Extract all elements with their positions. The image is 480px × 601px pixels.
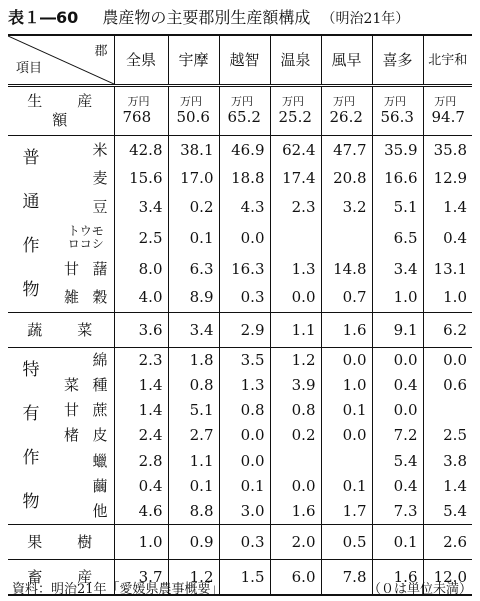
table-cell: 0.0 <box>321 348 372 374</box>
table-cell: 0.4 <box>423 221 472 255</box>
table-row <box>8 423 472 448</box>
table-cell: 3.8 <box>423 449 472 474</box>
table-cell: 1.8 <box>168 348 219 374</box>
table-cell: 1.2 <box>168 560 219 596</box>
table-cell: 15.6 <box>114 165 168 193</box>
column-header: 北宇和 <box>423 35 472 86</box>
column-header: 全県 <box>114 35 168 86</box>
table-cell: 7.8 <box>321 560 372 596</box>
table-cell: 0.1 <box>168 474 219 499</box>
table-row <box>8 348 472 374</box>
table-cell: 0.1 <box>219 474 270 499</box>
table-row <box>8 136 472 165</box>
table-cell: 0.0 <box>372 348 423 374</box>
table-cell: 万円 50.6 <box>168 86 219 136</box>
table-cell: 2.5 <box>114 221 168 255</box>
table-cell <box>270 449 321 474</box>
table-row <box>8 449 472 474</box>
table-cell: 0.7 <box>321 283 372 312</box>
table-cell: 20.8 <box>321 165 372 193</box>
column-header: 温泉 <box>270 35 321 86</box>
corner-cell <box>8 35 114 86</box>
fruit-row <box>8 525 472 560</box>
table-cell: 5.1 <box>372 193 423 221</box>
table-cell: 1.0 <box>114 525 168 560</box>
table-cell: 0.8 <box>219 398 270 423</box>
column-header: 風早 <box>321 35 372 86</box>
table-row <box>8 373 472 398</box>
table-cell: 12.0 <box>423 560 472 596</box>
table-cell: 0.3 <box>219 283 270 312</box>
table-cell: 1.4 <box>423 193 472 221</box>
table-cell: 1.0 <box>321 373 372 398</box>
table-cell: 万円 94.7 <box>423 86 472 136</box>
table-cell: 1.0 <box>372 283 423 312</box>
row-label: 綿 <box>92 351 108 370</box>
table-cell: 4.6 <box>114 499 168 525</box>
table-row <box>8 398 472 423</box>
table-cell: 0.1 <box>168 221 219 255</box>
table-cell: 1.6 <box>372 560 423 596</box>
row-label: 果 樹 <box>27 532 103 551</box>
table-cell: 5.4 <box>423 499 472 525</box>
production-label: 生 産 額 <box>27 92 128 129</box>
special-crops-category: 特 有 作 物 <box>22 360 40 512</box>
table-cell: 0.4 <box>372 373 423 398</box>
table-cell: 8.0 <box>114 255 168 283</box>
table-cell: 47.7 <box>321 136 372 165</box>
table-cell: 0.0 <box>219 221 270 255</box>
table-cell: 1.1 <box>168 449 219 474</box>
table-cell: 3.2 <box>321 193 372 221</box>
row-label: 雑穀 <box>64 288 108 307</box>
table-cell: 1.2 <box>270 348 321 374</box>
row-label: 蠟 <box>92 451 108 470</box>
row-label: 甘蔗 <box>64 401 108 420</box>
table-cell: 万円 768 <box>114 86 168 136</box>
corner-item-label: 項目 <box>16 61 43 76</box>
table-cell: 0.0 <box>270 474 321 499</box>
table-cell: 3.6 <box>114 313 168 348</box>
table-cell: 0.6 <box>423 373 472 398</box>
table-cell: 0.1 <box>321 474 372 499</box>
table-cell: 万円 56.3 <box>372 86 423 136</box>
table-cell: 8.8 <box>168 499 219 525</box>
page-title <box>8 6 409 30</box>
table-cell: 万円 26.2 <box>321 86 372 136</box>
table-cell: 6.3 <box>168 255 219 283</box>
table-cell: 3.4 <box>372 255 423 283</box>
table-cell: 8.9 <box>168 283 219 312</box>
table-cell: 3.4 <box>168 313 219 348</box>
table-cell: 12.9 <box>423 165 472 193</box>
table-cell: 5.1 <box>168 398 219 423</box>
table-cell: 9.1 <box>372 313 423 348</box>
table-cell: 2.9 <box>219 313 270 348</box>
table-cell <box>423 398 472 423</box>
table-cell: 35.9 <box>372 136 423 165</box>
table-cell: 2.8 <box>114 449 168 474</box>
table-cell: 1.4 <box>423 474 472 499</box>
table-cell: 1.6 <box>321 313 372 348</box>
table-cell: 16.6 <box>372 165 423 193</box>
table-row <box>8 221 472 255</box>
table-cell: 7.3 <box>372 499 423 525</box>
table-cell <box>321 449 372 474</box>
table-cell: 46.9 <box>219 136 270 165</box>
table-cell: 1.3 <box>219 373 270 398</box>
table-cell: 0.4 <box>372 474 423 499</box>
table-cell: 万円 65.2 <box>219 86 270 136</box>
production-table <box>8 34 472 596</box>
row-label: 他 <box>92 501 108 520</box>
table-cell: 0.0 <box>372 398 423 423</box>
table-cell: 14.8 <box>321 255 372 283</box>
row-label: 麦 <box>92 169 108 188</box>
table-cell: 38.1 <box>168 136 219 165</box>
table-row <box>8 255 472 283</box>
row-label: 甘藷 <box>64 259 108 278</box>
table-cell: 17.4 <box>270 165 321 193</box>
table-cell: 0.9 <box>168 525 219 560</box>
row-label: 蔬 菜 <box>27 320 103 339</box>
table-cell: 0.5 <box>321 525 372 560</box>
column-header: 喜多 <box>372 35 423 86</box>
source-note: 資料：明治21年「愛媛県農事概要」 <box>12 582 224 597</box>
table-cell: 0.0 <box>270 283 321 312</box>
table-cell: 1.3 <box>270 255 321 283</box>
table-cell: 0.1 <box>372 525 423 560</box>
table-row <box>8 165 472 193</box>
table-cell: 0.2 <box>168 193 219 221</box>
table-cell: 0.0 <box>423 348 472 374</box>
table-cell: 0.0 <box>321 423 372 448</box>
table-cell: 0.2 <box>270 423 321 448</box>
table-cell: 5.4 <box>372 449 423 474</box>
row-label: 豆 <box>92 197 108 216</box>
table-cell: 35.8 <box>423 136 472 165</box>
column-header: 越智 <box>219 35 270 86</box>
row-label: トウモ ロコシ <box>67 224 104 252</box>
table-cell: 3.5 <box>219 348 270 374</box>
table-cell: 2.3 <box>270 193 321 221</box>
table-cell: 0.0 <box>219 423 270 448</box>
table-cell: 1.5 <box>219 560 270 596</box>
table-cell: 18.8 <box>219 165 270 193</box>
production-row <box>8 86 472 136</box>
unit-note: （０は単位未満） <box>367 582 472 597</box>
row-label: 菜種 <box>64 376 108 395</box>
table-cell: 0.0 <box>219 449 270 474</box>
table-cell: 1.6 <box>270 499 321 525</box>
table-cell: 16.3 <box>219 255 270 283</box>
table-cell: 1.7 <box>321 499 372 525</box>
vegetables-row <box>8 313 472 348</box>
table-cell: 0.4 <box>114 474 168 499</box>
corner-district-label: 郡 <box>94 44 108 59</box>
table-cell: 13.1 <box>423 255 472 283</box>
row-label: 米 <box>92 140 108 159</box>
table-cell: 6.0 <box>270 560 321 596</box>
table-cell: 4.0 <box>114 283 168 312</box>
table-cell: 2.7 <box>168 423 219 448</box>
table-cell: 3.9 <box>270 373 321 398</box>
header-row <box>8 35 472 86</box>
row-label: 畜 産 <box>27 567 103 586</box>
table-caption: 農産物の主要郡別生産額構成 <box>102 8 311 27</box>
table-cell: 62.4 <box>270 136 321 165</box>
ordinary-crops-category: 普 通 作 物 <box>22 148 40 300</box>
table-cell: 2.5 <box>423 423 472 448</box>
table-cell: 0.8 <box>270 398 321 423</box>
table-cell: 2.4 <box>114 423 168 448</box>
table-cell: 42.8 <box>114 136 168 165</box>
table-row <box>8 283 472 312</box>
table-cell: 3.4 <box>114 193 168 221</box>
row-label: 繭 <box>92 476 108 495</box>
table-row <box>8 499 472 525</box>
table-cell: 1.4 <box>114 373 168 398</box>
table-cell: 0.1 <box>321 398 372 423</box>
table-cell: 1.1 <box>270 313 321 348</box>
table-cell: 17.0 <box>168 165 219 193</box>
table-cell: 2.3 <box>114 348 168 374</box>
column-header: 宇摩 <box>168 35 219 86</box>
table-number: 表１―60 <box>8 8 79 27</box>
table-cell: 2.6 <box>423 525 472 560</box>
table-cell: 0.8 <box>168 373 219 398</box>
table-row <box>8 193 472 221</box>
row-label: 楮皮 <box>64 426 108 445</box>
table-cell: 万円 25.2 <box>270 86 321 136</box>
table-cell: 3.0 <box>219 499 270 525</box>
table-cell: 0.3 <box>219 525 270 560</box>
table-cell: 6.2 <box>423 313 472 348</box>
table-row <box>8 474 472 499</box>
table-cell <box>270 221 321 255</box>
table-cell: 2.0 <box>270 525 321 560</box>
table-cell: 7.2 <box>372 423 423 448</box>
table-cell: 4.3 <box>219 193 270 221</box>
table-cell: 1.0 <box>423 283 472 312</box>
table-cell <box>321 221 372 255</box>
table-subtitle: （明治21年） <box>321 11 410 27</box>
table-cell: 3.7 <box>114 560 168 596</box>
table-cell: 6.5 <box>372 221 423 255</box>
table-cell: 1.4 <box>114 398 168 423</box>
